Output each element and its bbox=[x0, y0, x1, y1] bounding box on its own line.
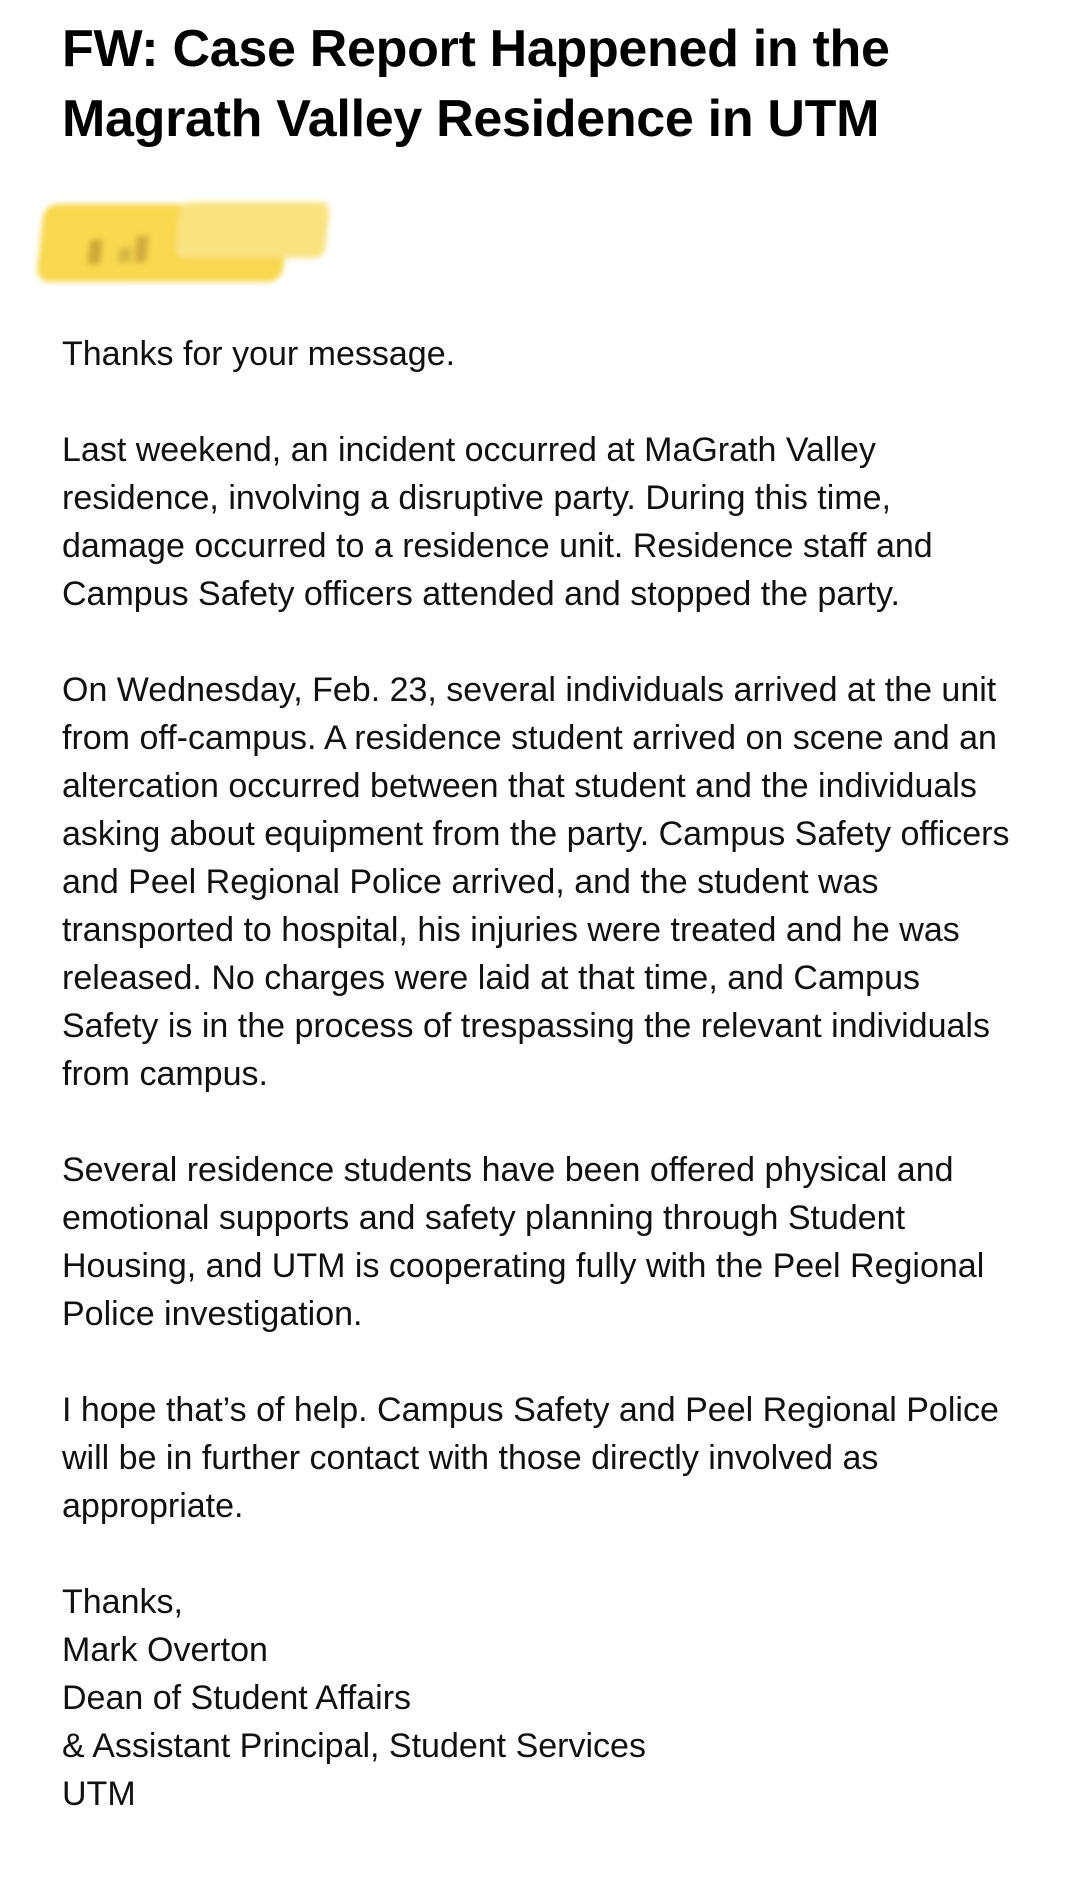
redacted-sender-name bbox=[36, 204, 290, 282]
email-signature bbox=[62, 1578, 1022, 1818]
signature-closing: Thanks, bbox=[62, 1583, 183, 1621]
signature-name: Mark Overton bbox=[62, 1631, 268, 1669]
body-paragraph-supports: Several residence students have been offered physical and emotional supports and safety planning through Student Housing, and UTM is cooperating fully with the Peel Regional Police investigation. bbox=[62, 1151, 985, 1333]
body-paragraph-greeting: Thanks for your message. bbox=[62, 335, 456, 373]
email-body bbox=[62, 330, 1022, 1530]
body-paragraph-closing-note: I hope that’s of help. Campus Safety and Peel Regional Police will be in further contact with those directly involved as appropriate. bbox=[62, 1391, 999, 1525]
signature-title-dean: Dean of Student Affairs bbox=[62, 1679, 412, 1717]
email-subject: FW: Case Report Happened in the Magrath Valley Residence in UTM bbox=[62, 20, 890, 148]
signature-organization: UTM bbox=[62, 1775, 136, 1813]
email-view bbox=[62, 0, 1022, 1818]
body-paragraph-incident: Last weekend, an incident occurred at MaGrath Valley residence, involving a disruptive party. During this time, damage occurred to a residence unit. Residence staff and Campus Safety officers attended and stopped the party. bbox=[62, 431, 933, 613]
sender-row bbox=[62, 198, 1022, 318]
signature-title-principal: & Assistant Principal, Student Services bbox=[62, 1727, 646, 1765]
body-paragraph-altercation: On Wednesday, Feb. 23, several individuals arrived at the unit from off-campus. A residence student arrived on scene and an altercation occurred between that student and the individuals asking about equipment from the party. Campus Safety officers and Peel Regional Police arrived, and the student was transported to hospital, his injuries were treated and he was released. No charges were laid at that time, and Campus Safety is in the process of trespassing the relevant individuals from campus. bbox=[62, 671, 1010, 1093]
